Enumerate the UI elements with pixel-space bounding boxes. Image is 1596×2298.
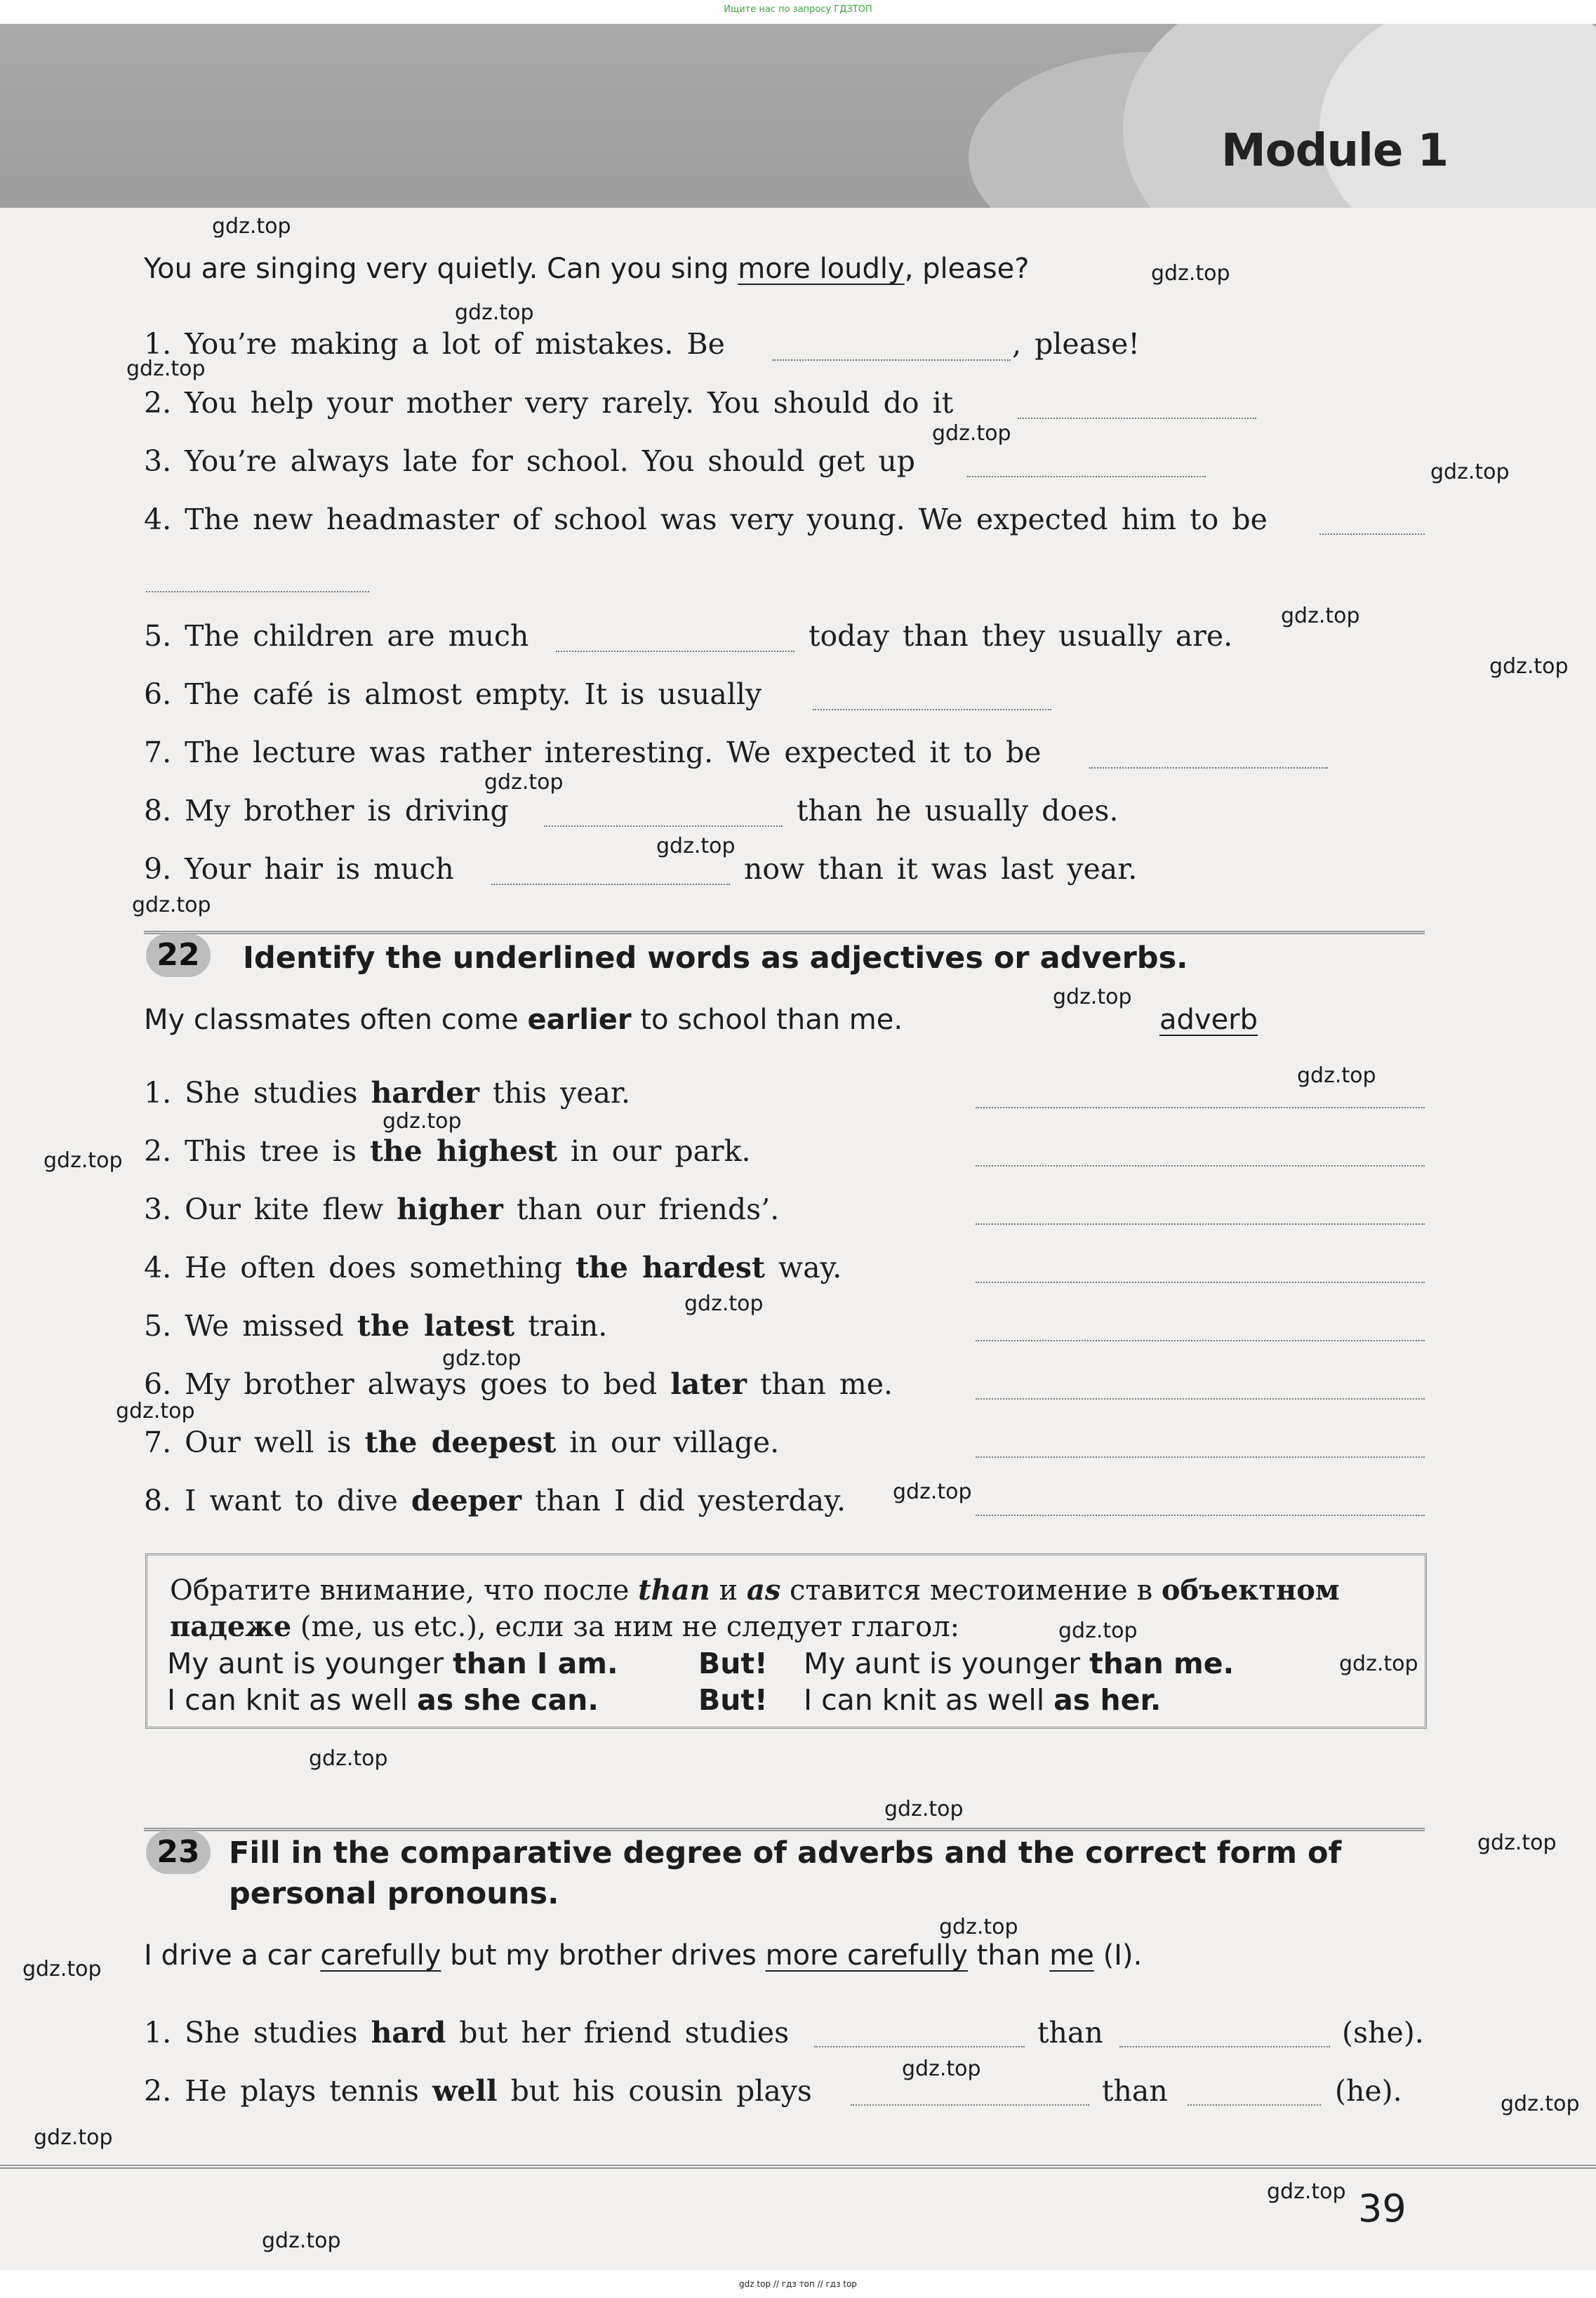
ex21-item-8: 8. My brother is driving: [144, 794, 509, 828]
watermark: gdz.top: [262, 2229, 341, 2253]
watermark: gdz.top: [309, 1746, 388, 1771]
exercise-title-line-1: Fill in the comparative degree of adverbs and the correct form of: [229, 1835, 1342, 1871]
ex21-item-3: 3. You’re always late for school. You should get up: [144, 444, 916, 478]
watermark: gdz.top: [212, 214, 291, 239]
answer-blank[interactable]: [1188, 2103, 1321, 2106]
watermark: gdz.top: [902, 2057, 981, 2081]
watermark: gdz.top: [932, 421, 1011, 446]
watermark: gdz.top: [1058, 1619, 1138, 1643]
exercise-number: 23: [146, 1831, 211, 1874]
watermark: gdz.top: [484, 770, 564, 795]
page-number: 39: [1358, 2186, 1407, 2231]
header-band: [0, 24, 1596, 208]
ex21-item-1-end: , please!: [1012, 327, 1140, 361]
answer-blank[interactable]: [976, 1515, 1425, 1516]
answer-blank[interactable]: [976, 1165, 1425, 1167]
ex21-item-4: 4. The new headmaster of school was very young. We expected him to be: [144, 503, 1268, 536]
grammar-example-1b: My aunt is younger than me.: [804, 1647, 1235, 1680]
exercise-title: Identify the underlined words as adjectives or adverbs.: [243, 941, 1188, 976]
watermark: gdz.top: [442, 1346, 521, 1371]
watermark: gdz.top: [1430, 460, 1510, 484]
watermark: gdz.top: [1501, 2092, 1580, 2116]
answer-blank[interactable]: [544, 824, 783, 827]
answer-blank[interactable]: [976, 1223, 1425, 1225]
watermark: gdz.top: [1281, 604, 1360, 628]
watermark: gdz.top: [1477, 1831, 1557, 1855]
watermark: gdz.top: [132, 893, 211, 917]
watermark: gdz.top: [383, 1109, 462, 1134]
ex21-item-5-end: today than they usually are.: [809, 619, 1233, 653]
than-label: than: [1037, 2016, 1103, 2050]
watermark: gdz.top: [455, 300, 534, 325]
grammar-example-1a: My aunt is younger than I am.: [167, 1647, 618, 1680]
answer-blank[interactable]: [1319, 532, 1425, 535]
answer-blank[interactable]: [976, 1107, 1425, 1108]
pronoun-hint: (he).: [1335, 2074, 1402, 2108]
watermark: gdz.top: [34, 2125, 113, 2150]
top-note: Ищите нас по запросу ГДЗТОП: [724, 4, 872, 15]
ex21-item-2: 2. You help your mother very rarely. You should do it: [144, 386, 954, 420]
answer-blank[interactable]: [976, 1398, 1425, 1400]
ex22-item-1: 1. She studies harder this year.: [144, 1076, 631, 1110]
answer-blank[interactable]: [814, 2045, 1025, 2047]
ex22-item-3: 3. Our kite flew higher than our friends’.: [144, 1193, 780, 1226]
watermark: gdz.top: [1053, 985, 1132, 1009]
answer-blank[interactable]: [772, 358, 1011, 361]
ex21-item-9-end: now than it was last year.: [744, 852, 1138, 886]
watermark: gdz.top: [1267, 2179, 1346, 2204]
pronoun-hint: (she).: [1342, 2016, 1424, 2050]
answer-blank[interactable]: [1119, 2045, 1330, 2047]
answer-blank[interactable]: [813, 708, 1051, 710]
module-title: Module 1: [1221, 125, 1449, 177]
ex21-item-6: 6. The café is almost empty. It is usually: [144, 677, 762, 711]
ex22-item-5: 5. We missed the latest train.: [144, 1309, 608, 1343]
ex22-item-2: 2. This tree is the highest in our park.: [144, 1134, 751, 1168]
section-divider: [144, 1828, 1425, 1831]
ex21-item-9: 9. Your hair is much: [144, 852, 454, 886]
grammar-example-2a: I can knit as well as she can.: [167, 1683, 599, 1717]
ex23-example: I drive a car carefully but my brother drives more carefully than me (I).: [144, 1939, 1143, 1972]
ex21-example: You are singing very quietly. Can you sing more loudly, please?: [144, 253, 1030, 285]
watermark: gdz.top: [893, 1480, 972, 1504]
answer-blank[interactable]: [976, 1456, 1425, 1458]
bottom-note: gdz top // гдз топ // гдз top: [739, 2279, 857, 2289]
ex22-example-answer: adverb: [1159, 1004, 1258, 1036]
watermark: gdz.top: [1339, 1652, 1418, 1676]
answer-blank[interactable]: [976, 1340, 1425, 1341]
ex22-item-7: 7. Our well is the deepest in our village.: [144, 1426, 780, 1459]
ex22-item-4: 4. He often does something the hardest way.: [144, 1251, 842, 1284]
answer-blank[interactable]: [1018, 416, 1256, 419]
answer-blank[interactable]: [851, 2103, 1089, 2106]
watermark: gdz.top: [939, 1915, 1018, 1939]
answer-blank[interactable]: [967, 474, 1206, 477]
watermark: gdz.top: [22, 1957, 102, 1981]
watermark: gdz.top: [884, 1797, 964, 1821]
ex22-item-8: 8. I want to dive deeper than I did yesterday.: [144, 1484, 846, 1517]
footer-rule: [0, 2165, 1596, 2169]
watermark: gdz.top: [126, 357, 206, 381]
header-shape: [1319, 24, 1596, 208]
ex21-item-1: 1. You’re making a lot of mistakes. Be: [144, 327, 725, 361]
but-label: But!: [698, 1683, 768, 1717]
ex21-item-5: 5. The children are much: [144, 619, 529, 653]
watermark: gdz.top: [656, 834, 736, 858]
exercise-title-line-2: personal pronouns.: [229, 1876, 559, 1911]
but-label: But!: [698, 1647, 768, 1680]
grammar-example-2b: I can knit as well as her.: [804, 1683, 1162, 1717]
ex21-item-8-end: than he usually does.: [797, 794, 1119, 828]
exercise-number: 22: [146, 934, 211, 977]
ex23-item-1: 1. She studies hard but her friend studies: [144, 2016, 790, 2050]
watermark: gdz.top: [1151, 261, 1230, 286]
answer-blank[interactable]: [491, 882, 730, 885]
ex23-item-2: 2. He plays tennis well but his cousin plays: [144, 2074, 812, 2108]
answer-blank[interactable]: [976, 1282, 1425, 1283]
watermark: gdz.top: [116, 1399, 195, 1423]
answer-blank[interactable]: [556, 649, 794, 652]
section-divider: [144, 931, 1425, 934]
watermark: gdz.top: [44, 1148, 123, 1173]
watermark: gdz.top: [1297, 1063, 1376, 1088]
ex22-example: My classmates often come earlier to school than me.: [144, 1004, 903, 1036]
watermark: gdz.top: [684, 1291, 764, 1316]
grammar-note-box: [145, 1553, 1427, 1729]
than-label: than: [1102, 2074, 1168, 2108]
grammar-note-line-2: падеже (me, us etc.), если за ним не следует глагол:: [170, 1610, 960, 1643]
ex21-item-7: 7. The lecture was rather interesting. We expected it to be: [144, 736, 1042, 769]
ex22-item-6: 6. My brother always goes to bed later than me.: [144, 1367, 893, 1401]
answer-blank[interactable]: [146, 590, 369, 592]
answer-blank[interactable]: [1089, 766, 1328, 769]
watermark: gdz.top: [1489, 654, 1569, 679]
grammar-note-line-1: Обратите внимание, что после than и as ставится местоимение в объектном: [170, 1574, 1340, 1607]
